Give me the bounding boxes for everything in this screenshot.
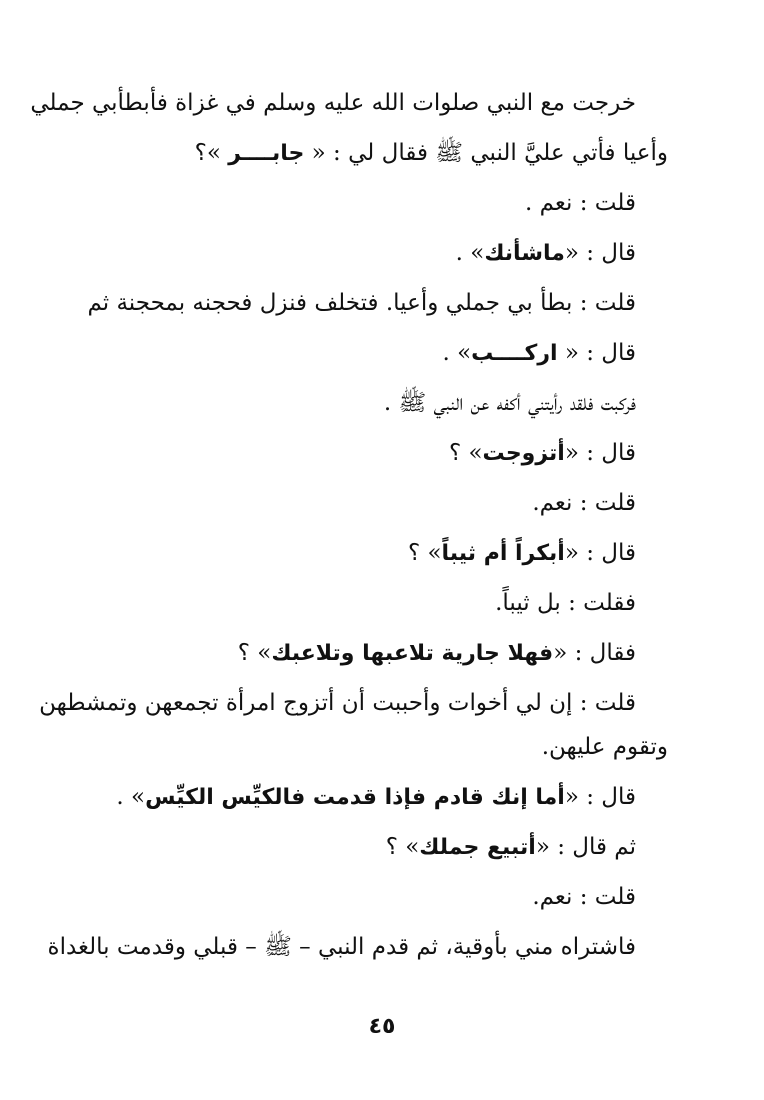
text-line [96,128,668,178]
text-line [96,822,668,872]
line-text: فاشتراه مني بأوقية، ثم قدم النبي – ﷺ – قبلي وقدمت بالغداة [47,934,636,960]
text-line [30,78,668,128]
text-line [96,578,668,628]
line-text-after: » ؟ [407,540,442,566]
text-line [87,278,668,328]
text-line [96,478,668,528]
line-text-after: » . [116,784,146,810]
line-text: قلت : إن لي أخوات وأحببت أن أتزوج امرأة تجمعهن وتمشطهن [39,690,636,716]
line-text-after: » ؟ [448,440,483,466]
text-line [96,378,668,428]
quote-bold: ماشأنك [484,241,565,266]
line-text: فركبت فلقد رأيتني أكفه عن النبي ﷺ . [383,390,636,416]
line-text: ثم قال : « [535,834,636,860]
body-text [30,78,668,972]
quote-bold: أتبيع جملك [419,835,536,860]
quote-bold: فهلا جارية تلاعبها وتلاعبك [271,641,554,666]
text-line [39,678,668,722]
text-line [96,628,668,678]
quote-bold: اركــــب [471,341,558,366]
page-number: ٤٥ [368,1014,396,1039]
text-line [96,528,668,578]
line-text: فقلت : بل ثيباً. [495,590,636,616]
line-text: قال : « [564,440,636,466]
line-text: قلت : نعم. [532,884,636,910]
line-text: قال : « [557,340,636,366]
line-text: قلت : بطأ بي جملي وأعيا. فتخلف فنزل فحجنه بمحجنة ثم [87,290,636,316]
quote-bold: أما إنك قادم فإذا قدمت فالكيِّس الكيِّس [145,785,565,810]
line-text: قال : « [564,540,636,566]
quote-bold: أبكراً أم ثيباً [441,541,565,566]
text-line [96,772,668,822]
line-text-after: » . [442,340,472,366]
line-text-after: » ؟ [237,640,272,666]
line-text: قلت : نعم. [532,490,636,516]
text-line [96,722,668,772]
line-text: خرجت مع النبي صلوات الله عليه وسلم في غزاة فأبطأبي جملي [30,90,636,116]
line-text-after: »؟ [194,140,229,166]
text-line [96,178,668,228]
line-text: قال : « [564,240,636,266]
text-line [96,328,668,378]
line-text: وأعيا فأتي عليَّ النبي ﷺ فقال لي : « [304,140,668,166]
line-text-after: » ؟ [385,834,420,860]
line-text-after: » . [455,240,485,266]
text-line [47,922,668,972]
text-line [96,428,668,478]
line-text: قال : « [564,784,636,810]
quote-bold: جابــــر [228,141,305,166]
quote-bold: أتزوجت [482,441,565,466]
line-text: قلت : نعم . [525,190,636,216]
text-line [96,872,668,922]
line-text: فقال : « [553,640,636,666]
line-text: وتقوم عليهن. [541,734,668,760]
text-line [96,228,668,278]
